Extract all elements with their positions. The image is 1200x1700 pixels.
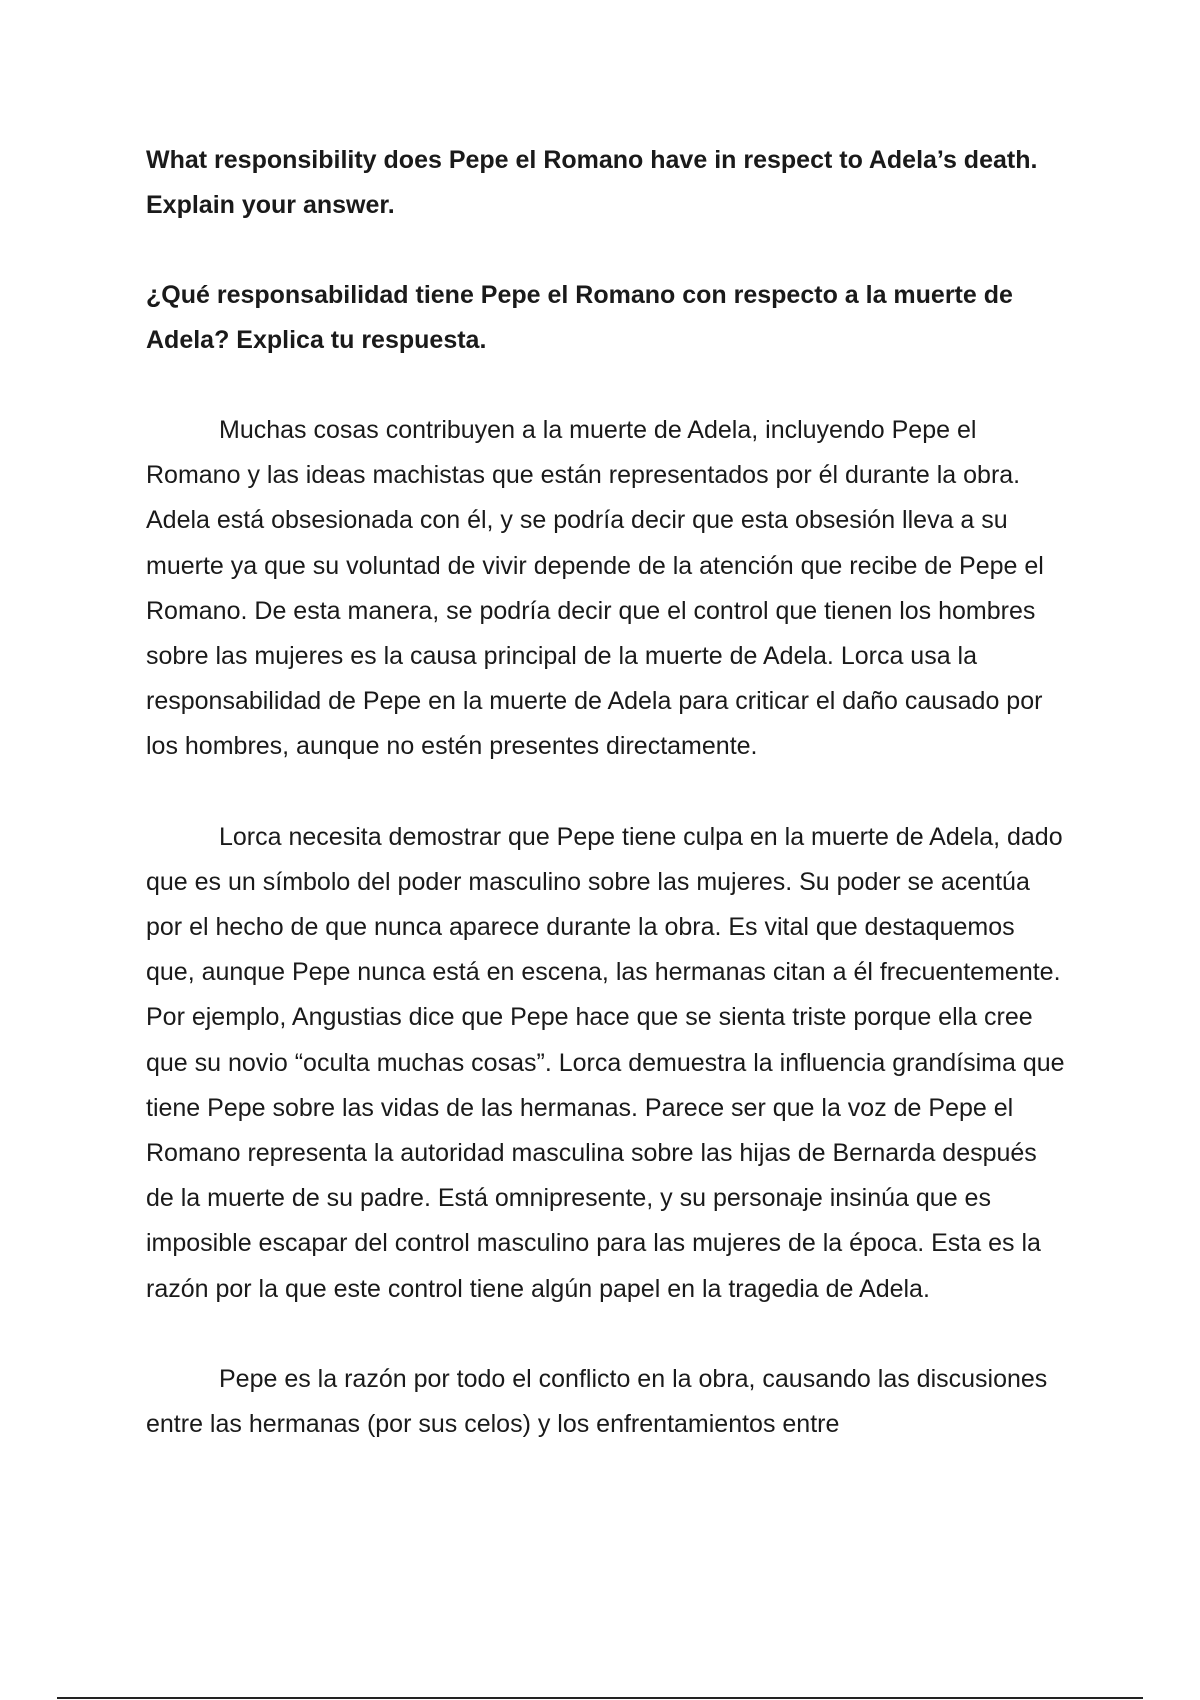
question-spanish: ¿Qué responsabilidad tiene Pepe el Romano con respecto a la muerte de Adela? Explica tu respuesta.: [146, 281, 1013, 354]
essay-paragraph-2: Lorca necesita demostrar que Pepe tiene culpa en la muerte de Adela, dado que es un símbolo del poder masculino sobre las mujeres. Su poder se acentúa por el hecho de que nunca aparece durante la obra. Es vital que destaquemos que, aunque Pepe nunca está en escena, las hermanas citan a él frecuentemente. Por ejemplo, Angustias dice que Pepe hace que se sienta triste porque ella cree que su novio “oculta muchas cosas”. Lorca demuestra la influencia grandísima que tiene Pepe sobre las vidas de las hermanas. Parece ser que la voz de Pepe el Romano representa la autoridad masculina sobre las hijas de Bernarda después de la muerte de su padre. Está omnipresente, y su personaje insinúa que es imposible escapar del control masculino para las mujeres de la época. Esta es la razón por la que este control tiene algún papel en la tragedia de Adela.: [146, 822, 1065, 1303]
question-english: What responsibility does Pepe el Romano have in respect to Adela’s death. Explain your answer.: [146, 146, 1038, 219]
essay-paragraph-1: Muchas cosas contribuyen a la muerte de Adela, incluyendo Pepe el Romano y las ideas machistas que están representados por él durante la obra. Adela está obsesionada con él, y se podría decir que esta obsesión lleva a su muerte ya que su voluntad de vivir depende de la atención que recibe de Pepe el Romano. De esta manera, se podría decir que el control que tienen los hombres sobre las mujeres es la causa principal de la muerte de Adela. Lorca usa la responsabilidad de Pepe en la muerte de Adela para criticar el daño causado por los hombres, aunque no estén presentes directamente.: [146, 416, 1044, 761]
document-page: [146, 138, 1066, 1492]
page-bottom-divider: [57, 1697, 1143, 1699]
essay-paragraph-3: Pepe es la razón por todo el conflicto en la obra, causando las discusiones entre las hermanas (por sus celos) y los enfrentamientos entre: [146, 1364, 1048, 1439]
